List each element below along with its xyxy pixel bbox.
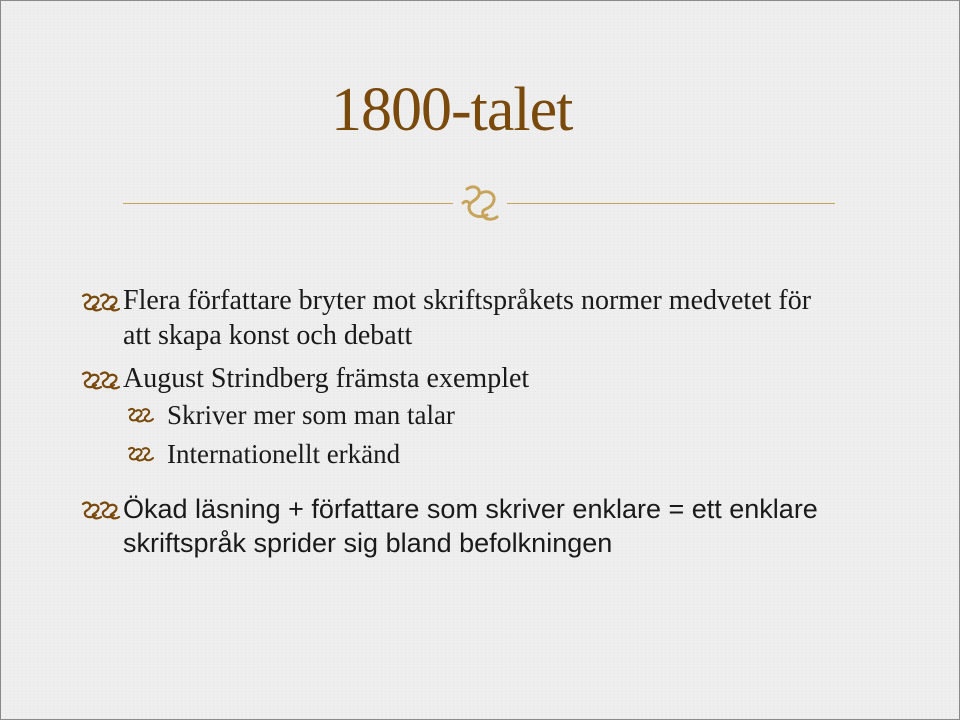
double-fleuron-bullet-icon — [81, 370, 121, 390]
title-divider — [123, 181, 835, 225]
bullet-text: Internationellt erkänd — [167, 439, 401, 469]
divider-line-left — [123, 203, 453, 204]
bullet-list — [81, 283, 841, 560]
double-fleuron-bullet-icon — [81, 500, 121, 520]
bullet-text: Flera författare bryter mot skriftspråkets normer medvetet för att skapa konst och debatt — [123, 285, 812, 351]
fleuron-icon — [459, 181, 503, 225]
list-item — [81, 283, 841, 353]
list-item — [81, 435, 841, 474]
divider-line-right — [507, 203, 835, 204]
list-item — [81, 492, 841, 560]
double-fleuron-bullet-icon — [81, 292, 121, 312]
list-item — [81, 396, 841, 435]
bullet-text: Skriver mer som man talar — [167, 400, 455, 430]
fleuron-bullet-icon — [127, 446, 155, 462]
bullet-text: Ökad läsning + författare som skriver enklare = ett enklare skriftspråk sprider sig bland befolkningen — [123, 494, 818, 558]
fleuron-bullet-icon — [127, 407, 155, 423]
slide-title: 1800-talet — [331, 76, 573, 144]
list-item — [81, 361, 841, 396]
bullet-text: August Strindberg främsta exemplet — [123, 363, 530, 394]
spacer — [81, 474, 841, 492]
